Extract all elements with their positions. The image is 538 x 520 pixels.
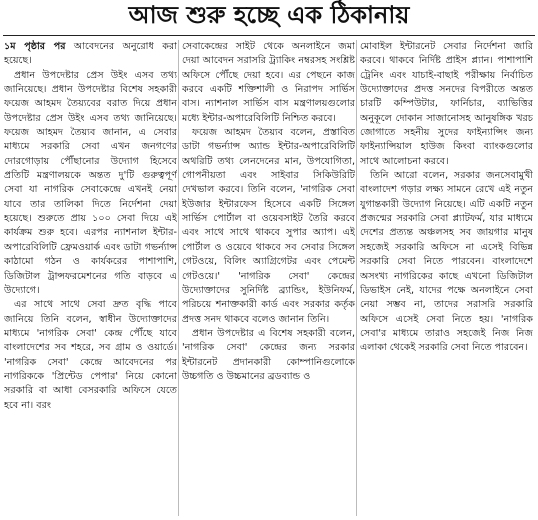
continued-from-label: ১ম পৃষ্ঠার পর — [4, 41, 66, 52]
article-column-1 — [4, 40, 177, 518]
column-divider — [178, 40, 179, 516]
paragraph-text: আবেদনের অনুরোধ করা হয়েছে। — [4, 41, 177, 67]
paragraph: প্রধান উপদেষ্টার প্রেস উইং এসব তথ্য জানিয়েছে। প্রধান উপদেষ্টার বিশেষ সহকারী ফয়েজ আহমদ তৈয়্যবের বরাত দিয়ে প্রধান উপদেষ্টার প্রেস উইং এসব তথ্য জানিয়েছে। ফয়েজ আহমদ তৈয়্যব জানান, এ সেবার মাধ্যমে সরকারি সেবা এখন জনগণের দোরগোড়ায় পৌঁছানোর উদ্যোগ হিসেবে প্রতিটি মন্ত্রণালয়কে অন্তত দু'টি গুরুত্বপূর্ণ সেবা যা নাগরিক সেবাকেন্দ্রে এখনই নেয়া যাবে তার তালিকা দিতে নির্দেশনা দেয়া হয়েছে। শুরুতে প্রায় ১০০ সেবা দিয়ে এই কার্যক্রম শুরু হবে। এরপর ন্যাশনাল ইন্টার-অপারেবিলিটি ফ্রেমওয়ার্ক এবং ডাটা গভর্ন্যান্স কাঠামো গঠন ও কার্যকরের পাশাপাশি, ডিজিটাল ট্রান্সফরমেশনের গতি বাড়বে এ উদ্যোগে। — [4, 69, 177, 296]
paragraph: ফয়েজ আহমদ তৈয়্যব বলেন, প্রস্তাবিত ডাটা গভর্ন্যান্স অ্যান্ড ইন্টার-অপারেবিলিটি অথরিটি তথ্য লেনদেনের মান, উপযোগিতা, গোপনীয়তা এবং সাইবার সিকিউরিটি দেখভাল করবে। তিনি বলেন, 'নাগরিক সেবা ইউজার ইন্টারফেস হিসেবে একটি সিঙ্গেল সার্ভিস পোর্টাল বা ওয়েবসাইট তৈরি করবে এবং সাথে সাথে থাকবে সুপার অ্যাপ। এই পোর্টাল ও ওয়েবে থাকবে সব সেবার সিঙ্গেল গেটওয়ে, বিলিং অ্যাগ্রিগেটর এবং পেমেন্ট গেটওয়ে।' 'নাগরিক সেবা' কেন্দ্রের উদ্যোক্তাদের সুনির্দিষ্ট ব্র্যান্ডিং, ইউনিফর্ম, পরিচয়ে শনাক্তকারী কার্ড এবং সরকার কর্তৃক প্রদত্ত সনদ থাকবে বলেও জানান তিনি। — [182, 127, 355, 325]
headline: আজ শুরু হচ্ছে এক ঠিকানায় — [128, 1, 410, 29]
paragraph: তিনি আরো বলেন, সরকার জনসেবামুখী বাংলাদেশ গড়ার লক্ষ্য সামনে রেখে এই নতুন যুগান্তকারী উদ্যোগ নিয়েছে। এটি একটি নতুন প্রজন্মের সরকারি সেবা প্ল্যাটফর্ম, যার মাধ্যমে দেশের প্রত্যন্ত অঞ্চলসহ সব জায়গার মানুষ সহজেই সরকারি অফিসে না এসেই বিভিন্ন সরকারি সেবা নিতে পারবেন। বাংলাদেশে অসংখ্য নাগরিকের কাছে এখনো ডিজিটাল ডিভাইস নেই, যাদের পক্ষে অনলাইনে সেবা নেয়া সম্ভব না, তাদের সরাসরি সরকারি অফিসে এসেই সেবা নিতে হয়। 'নাগরিক সেবা'র মাধ্যমে তারাও সহজেই নিজ নিজ এলাকা থেকেই সরকারি সেবা নিতে পারবেন। — [360, 170, 533, 354]
paragraph: প্রধান উপদেষ্টার এ বিশেষ সহকারী বলেন, 'নাগরিক সেবা' কেন্দ্রের জন্য সরকার ইন্টারনেট প্রদানকারী কোম্পানিগুলোকে উচ্চগতি ও উচ্চমানের ব্রডব্যান্ড ও — [182, 327, 355, 382]
column-divider — [356, 40, 357, 516]
headline-rule — [3, 35, 535, 36]
paragraph: সেবাকেন্দ্রের সাইট থেকে অনলাইনে জমা দেয়া আবেদন সরাসরি ট্র্যাকিং নম্বরসহ সংশ্লিষ্ট অফিসে পৌঁছে দেয়া হবে। এর পেছনে কাজ করবে একটি শক্তিশালী ও নিরাপদ সার্ভিস বাস। ন্যাশনাল সার্ভিস বাস মন্ত্রণালয়গুলোর মধ্যে ইন্টার-অপারেবিলিটি নিশ্চিত করবে। — [182, 41, 355, 124]
article-column-3 — [360, 40, 533, 518]
paragraph: এর সাথে সাথে সেবা দ্রুত বৃদ্ধি পাবে জানিয়ে তিনি বলেন, স্বাধীন উদ্যোক্তাদের মাধ্যমে 'নাগরিক সেবা' কেন্দ্র পৌঁছে যাবে বাংলাদেশের সব শহরে, সব গ্রাম ও ওয়ার্ডে। 'নাগরিক সেবা' কেন্দ্রে আবেদনের পর নাগরিককে 'প্রিন্টেড পেপার' নিয়ে কোনো সরকারি বা আধা বেসরকারি অফিসে যেতে হবে না। বরং — [4, 299, 177, 411]
continuation-paragraph — [4, 40, 177, 69]
article-column-2 — [182, 40, 355, 518]
paragraph: মোবাইল ইন্টারনেট সেবার নির্দেশনা জারি করবে। থাকবে নির্দিষ্ট প্রাইস প্ল্যান। পাশাপাশি ট্রেনিং এবং যাচাই-বাছাই পরীক্ষায় নির্বাচিত উদ্যোক্তাদের প্রদত্ত সনদের বিপরীতে অন্তত চারটি কম্পিউটার, ফার্নিচার, ব্যাভিত্তির অনুকূলে দোকান সাজানোসহ আনুষঙ্গিক খরচ জোগাতে সহনীয় সুদের ফাইন্যান্সিং জন্য ফাইন্যান্সিয়াল হাউজ কিংবা ব্যাংকগুলোর সাথে আলোচনা করবে। — [360, 41, 533, 167]
